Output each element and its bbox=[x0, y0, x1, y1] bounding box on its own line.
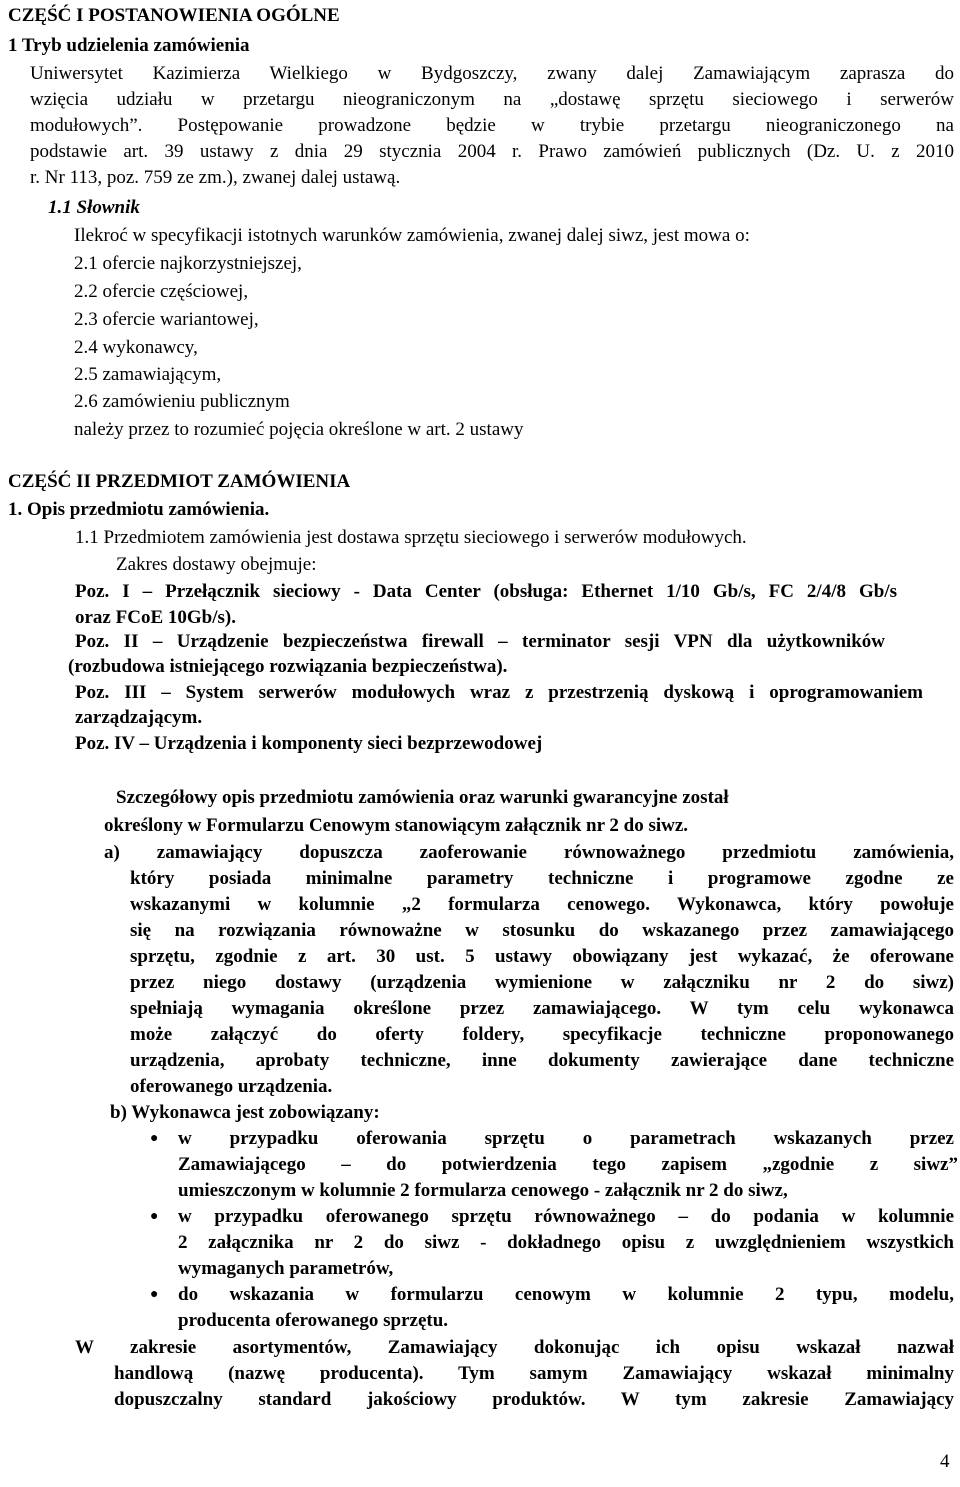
point-b: b) Wykonawca jest zobowiązany: bbox=[110, 1102, 380, 1123]
bullet-line: Zamawiającego – do potwierdzenia tego zapisem „zgodnie z siwz” bbox=[178, 1154, 958, 1175]
final-line: W zakresie asortymentów, Zamawiający dokonując ich opisu wskazał nazwał bbox=[75, 1337, 954, 1358]
bullet-icon: ● bbox=[150, 1209, 159, 1224]
point-a-line: przez niego dostawy (urządzenia wymienione w załączniku nr 2 do siwz) bbox=[130, 972, 954, 993]
intro-line: wzięcia udziału w przetargu nieograniczonym na „dostawę sprzętu sieciowego i serwerów bbox=[30, 89, 954, 110]
detail-line: określony w Formularzu Cenowym stanowiącym załącznik nr 2 do siwz. bbox=[104, 815, 689, 836]
bullet-icon: ● bbox=[150, 1131, 159, 1146]
dictionary-item: 2.6 zamówieniu publicznym bbox=[74, 391, 290, 412]
intro-line: podstawie art. 39 ustawy z dnia 29 stycznia 2004 r. Prawo zamówień publicznych (Dz. U. z 2010 bbox=[30, 141, 954, 162]
section-title: 1. Opis przedmiotu zamówienia. bbox=[8, 499, 270, 520]
position-2: Poz. II – Urządzenie bezpieczeństwa firewall – terminator sesji VPN dla użytkowników bbox=[75, 631, 885, 652]
point-a-line: sprzętu, zgodnie z art. 30 ust. 5 ustawy obowiązany jest wykazać, że oferowane bbox=[130, 946, 954, 967]
scope-intro: Zakres dostawy obejmuje: bbox=[116, 554, 317, 575]
bullet-line: wymaganych parametrów, bbox=[178, 1258, 394, 1279]
dictionary-item: 2.2 ofercie częściowej, bbox=[74, 281, 249, 302]
dictionary-title: 1.1 Słownik bbox=[48, 197, 140, 218]
point-a-line: może załączyć do oferty foldery, specyfikacje techniczne proponowanego bbox=[130, 1024, 954, 1045]
bullet-line: umieszczonym w kolumnie 2 formularza cenowego - załącznik nr 2 do siwz, bbox=[178, 1180, 788, 1201]
dictionary-intro: Ilekroć w specyfikacji istotnych warunków zamówienia, zwanej dalej siwz, jest mowa o: bbox=[74, 225, 750, 246]
position-1-cont: oraz FCoE 10Gb/s). bbox=[75, 607, 236, 628]
bullet-line: 2 załącznika nr 2 do siwz - dokładnego opisu z uwzględnieniem wszystkich bbox=[178, 1232, 954, 1253]
position-3-cont: zarządzającym. bbox=[75, 707, 203, 728]
point-a-line: wskazanymi w kolumnie „2 formularza cenowego. Wykonawca, który powołuje bbox=[130, 894, 954, 915]
detail-line: Szczegółowy opis przedmiotu zamówienia oraz warunki gwarancyjne został bbox=[116, 787, 729, 808]
intro-line: modułowych”. Postępowanie prowadzone będzie w trybie przetargu nieograniczonego na bbox=[30, 115, 954, 136]
dictionary-item: 2.1 ofercie najkorzystniejszej, bbox=[74, 253, 302, 274]
bullet-icon: ● bbox=[150, 1287, 159, 1302]
point-a-line: a) zamawiający dopuszcza zaoferowanie równoważnego przedmiotu zamówienia, bbox=[104, 842, 954, 863]
position-4: Poz. IV – Urządzenia i komponenty sieci bezprzewodowej bbox=[75, 733, 543, 754]
position-3: Poz. III – System serwerów modułowych wraz z przestrzenią dyskową i oprogramowaniem bbox=[75, 682, 923, 703]
section-title: 1 Tryb udzielenia zamówienia bbox=[8, 35, 250, 56]
dictionary-item: 2.3 ofercie wariantowej, bbox=[74, 309, 259, 330]
intro-line: r. Nr 113, poz. 759 ze zm.), zwanej dalej ustawą. bbox=[30, 167, 401, 188]
position-1: Poz. I – Przełącznik sieciowy - Data Center (obsługa: Ethernet 1/10 Gb/s, FC 2/4/8 Gb/s bbox=[75, 581, 897, 602]
intro-line: Uniwersytet Kazimierza Wielkiego w Bydgoszczy, zwany dalej Zamawiającym zaprasza do bbox=[30, 63, 954, 84]
dictionary-item: 2.4 wykonawcy, bbox=[74, 337, 198, 358]
point-a-line: spełniają wymagania określone przez zamawiającego. W tym celu wykonawca bbox=[130, 998, 954, 1019]
bullet-line: do wskazania w formularzu cenowym w kolumnie 2 typu, modelu, bbox=[178, 1284, 954, 1305]
bullet-line: producenta oferowanego sprzętu. bbox=[178, 1310, 449, 1331]
bullet-line: w przypadku oferowania sprzętu o parametrach wskazanych przez bbox=[178, 1128, 954, 1149]
dictionary-item: 2.5 zamawiającym, bbox=[74, 364, 222, 385]
part2-heading: CZĘŚĆ II PRZEDMIOT ZAMÓWIENIA bbox=[8, 471, 351, 492]
bullet-line: w przypadku oferowanego sprzętu równoważnego – do podania w kolumnie bbox=[178, 1206, 954, 1227]
subsection-1-1: 1.1 Przedmiotem zamówienia jest dostawa sprzętu sieciowego i serwerów modułowych. bbox=[75, 527, 747, 548]
position-2-cont: (rozbudowa istniejącego rozwiązania bezpieczeństwa). bbox=[68, 656, 508, 677]
final-line: handlową (nazwę producenta). Tym samym Zamawiający wskazał minimalny bbox=[114, 1363, 954, 1384]
page-number: 4 bbox=[940, 1451, 950, 1472]
point-a-line: oferowanego urządzenia. bbox=[130, 1076, 333, 1097]
dictionary-outro: należy przez to rozumieć pojęcia określone w art. 2 ustawy bbox=[74, 419, 524, 440]
part1-heading: CZĘŚĆ I POSTANOWIENIA OGÓLNE bbox=[8, 5, 340, 26]
point-a-line: który posiada minimalne parametry techniczne i programowe zgodne ze bbox=[130, 868, 954, 889]
final-line: dopuszczalny standard jakościowy produktów. W tym zakresie Zamawiający bbox=[114, 1389, 954, 1410]
point-a-line: się na rozwiązania równoważne w stosunku do wskazanego przez zamawiającego bbox=[130, 920, 954, 941]
point-a-line: urządzenia, aprobaty techniczne, inne dokumenty zawierające dane techniczne bbox=[130, 1050, 954, 1071]
